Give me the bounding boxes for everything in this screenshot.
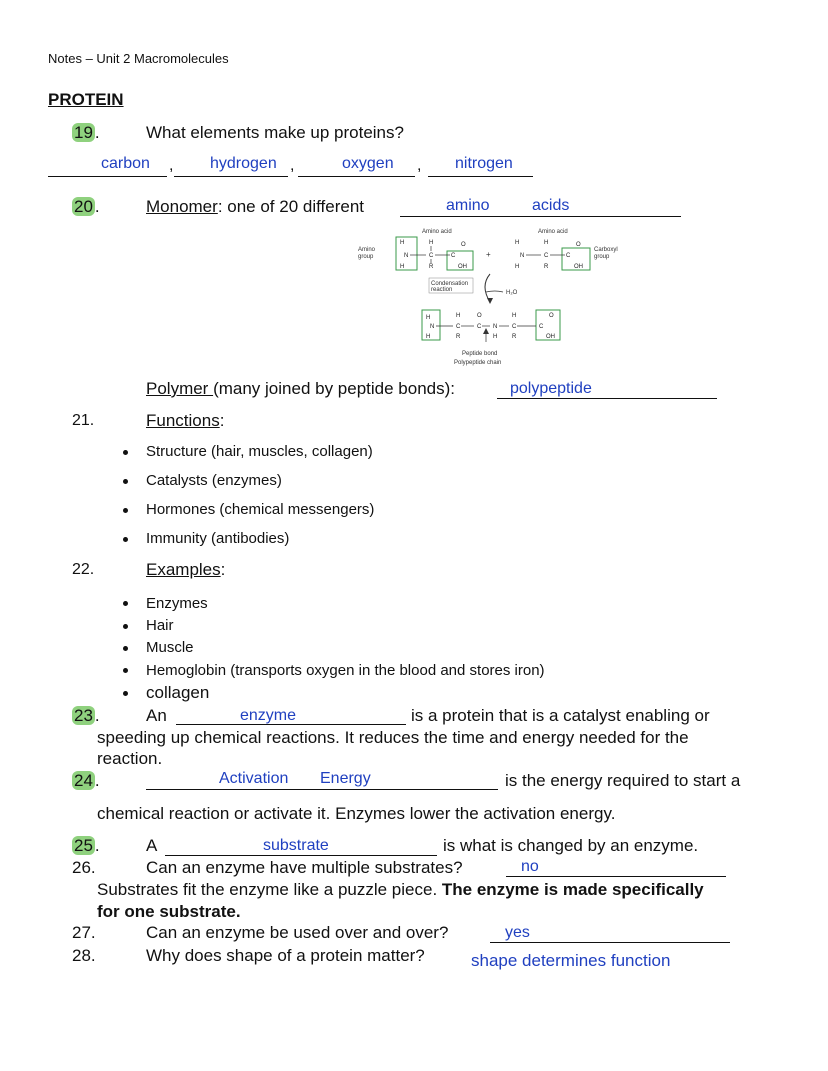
answer-activation: Activation (219, 770, 289, 787)
function-item: Hormones (chemical messengers) (146, 501, 375, 518)
answer-line-monomer (400, 216, 681, 217)
q25-prefix: A (146, 836, 158, 855)
answer-oxygen: oxygen (342, 155, 394, 172)
answer-line-polymer (497, 398, 717, 399)
answer-line-yes (490, 942, 730, 943)
svg-text:C: C (566, 253, 571, 259)
q27-question: Can an enzyme be used over and over? (146, 923, 449, 942)
answer-hydrogen: hydrogen (210, 155, 277, 172)
answer-enzyme: enzyme (240, 707, 297, 724)
q23-rest: is a protein that is a catalyst enabling or (411, 706, 710, 725)
example-item: Hemoglobin (transports oxygen in the blood and stores iron) (146, 662, 545, 679)
comma: , (417, 157, 422, 174)
question-22-number: 22. (72, 561, 95, 578)
example-item: Enzymes (146, 595, 208, 612)
svg-text:N: N (520, 253, 525, 259)
svg-text:H: H (426, 315, 431, 321)
question-19-number: 19 . (74, 123, 100, 142)
page-header: Notes – Unit 2 Macromolecules (48, 51, 229, 66)
functions-label: Functions: (146, 411, 225, 430)
bullet (123, 646, 128, 651)
bullet (123, 508, 128, 513)
bullet (123, 624, 128, 629)
plus-sign: + (486, 250, 491, 259)
bullet (123, 450, 128, 455)
label-condensation: Condensation (431, 281, 469, 287)
examples-label: Examples: (146, 560, 226, 579)
svg-text:N: N (430, 324, 435, 330)
svg-text:O: O (549, 313, 554, 319)
bullet (123, 601, 128, 606)
peptide-bond-diagram (340, 224, 640, 370)
svg-text:H: H (456, 313, 461, 319)
svg-text:OH: OH (574, 264, 583, 270)
section-title: PROTEIN (48, 90, 124, 109)
question-19-text: What elements make up proteins? (146, 123, 404, 142)
question-24-number: 24 . (74, 771, 100, 790)
question-21-number: 21. (72, 412, 95, 429)
svg-text:H: H (512, 313, 517, 319)
reaction-arrow (485, 274, 490, 302)
example-item: collagen (146, 683, 210, 702)
svg-text:C: C (539, 324, 544, 330)
svg-text:OH: OH (546, 334, 555, 340)
example-item: Hair (146, 617, 174, 634)
answer-line-activation-energy (146, 789, 498, 790)
svg-text:C: C (544, 253, 549, 259)
svg-text:O: O (576, 242, 581, 248)
question-27-number: 27. (72, 923, 96, 942)
question-20-number: 20 . (74, 197, 100, 216)
bullet (123, 691, 128, 696)
comma: , (169, 157, 174, 174)
svg-text:R: R (429, 264, 434, 270)
question-25-number: 25 . (74, 836, 100, 855)
bullet (123, 479, 128, 484)
q23-line3: reaction. (97, 749, 163, 768)
answer-line-oxygen (298, 176, 415, 177)
function-item: Structure (hair, muscles, collagen) (146, 443, 373, 460)
label-amino-group-2: group (358, 254, 374, 260)
svg-text:R: R (544, 264, 549, 270)
answer-no: no (521, 858, 539, 875)
svg-text:H: H (429, 240, 434, 246)
q26-explain-line1: Substrates fit the enzyme like a puzzle piece. The enzyme is made specifically (97, 880, 704, 899)
q26-explain-line2: for one substrate. (97, 902, 241, 921)
answer-amino: amino (446, 197, 490, 214)
answer-carbon: carbon (101, 155, 150, 172)
bullet (123, 537, 128, 542)
polymer-line: Polymer (many joined by peptide bonds): (146, 379, 456, 398)
label-carboxyl-group-2: group (594, 254, 610, 260)
question-26-number: 26. (72, 858, 96, 877)
q24-rest: is the energy required to start a (505, 771, 741, 790)
label-peptide-bond: Peptide bond (462, 351, 498, 357)
answer-line-carbon (48, 176, 167, 177)
answer-substrate: substrate (263, 837, 329, 854)
answer-energy: Energy (320, 770, 371, 787)
answer-acids: acids (532, 197, 570, 214)
question-28-number: 28. (72, 946, 96, 965)
comma: , (290, 157, 295, 174)
svg-text:H: H (426, 334, 431, 340)
svg-text:O: O (477, 313, 482, 319)
example-item: Muscle (146, 639, 194, 656)
answer-shape-determines-function: shape determines function (471, 951, 671, 970)
answer-yes: yes (505, 924, 530, 941)
svg-text:R: R (456, 334, 461, 340)
svg-text:H: H (400, 264, 405, 270)
label-water: H₂O (506, 290, 518, 296)
q28-question: Why does shape of a protein matter? (146, 946, 425, 965)
q25-rest: is what is changed by an enzyme. (443, 836, 699, 855)
svg-text:C: C (429, 253, 434, 259)
label-carboxyl-group: Carboxyl (594, 247, 618, 253)
answer-line-nitrogen (428, 176, 533, 177)
svg-text:C: C (477, 324, 482, 330)
question-23-number: 23 . (74, 706, 100, 725)
q23-prefix: An (146, 706, 167, 725)
answer-nitrogen: nitrogen (455, 155, 513, 172)
svg-text:N: N (404, 253, 409, 259)
answer-line-substrate (165, 855, 437, 856)
q26-question: Can an enzyme have multiple substrates? (146, 858, 463, 877)
label-polypeptide-chain: Polypeptide chain (454, 360, 502, 366)
svg-text:H: H (515, 264, 520, 270)
function-item: Catalysts (enzymes) (146, 472, 282, 489)
svg-text:C: C (512, 324, 517, 330)
answer-polypeptide: polypeptide (510, 380, 592, 397)
svg-text:OH: OH (458, 264, 467, 270)
svg-text:C: C (451, 253, 456, 259)
answer-line-hydrogen (174, 176, 288, 177)
svg-text:H: H (493, 334, 498, 340)
svg-text:H: H (400, 240, 405, 246)
label-amino-group: Amino (358, 247, 376, 253)
bullet (123, 668, 128, 673)
svg-text:H: H (515, 240, 520, 246)
monomer-line: Monomer: one of 20 different (146, 197, 364, 216)
label-amino-acid-right: Amino acid (538, 229, 568, 235)
label-amino-acid-left: Amino acid (422, 229, 452, 235)
svg-text:C: C (456, 324, 461, 330)
q23-line2: speeding up chemical reactions. It reduces the time and energy needed for the (97, 728, 689, 747)
svg-text:O: O (461, 242, 466, 248)
svg-text:H: H (544, 240, 549, 246)
function-item: Immunity (antibodies) (146, 530, 290, 547)
svg-text:R: R (512, 334, 517, 340)
svg-text:N: N (493, 324, 498, 330)
answer-line-no (506, 876, 726, 877)
q24-line2: chemical reaction or activate it. Enzymes lower the activation energy. (97, 804, 616, 823)
label-reaction: reaction (431, 287, 453, 293)
